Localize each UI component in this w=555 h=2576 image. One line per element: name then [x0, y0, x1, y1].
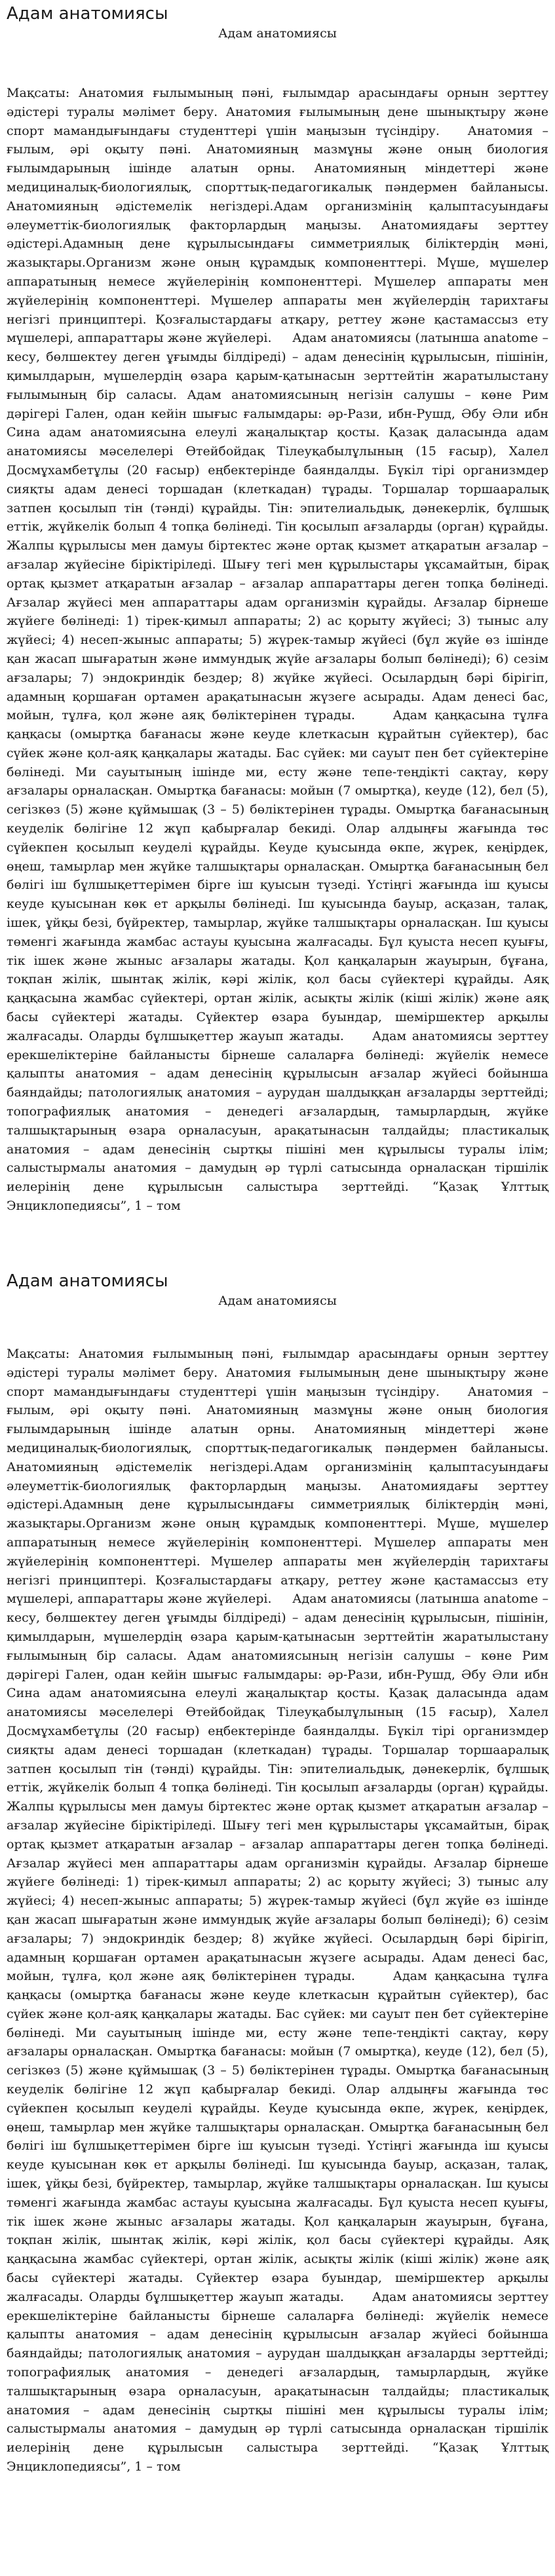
article-title: Адам анатомиясы — [7, 4, 168, 24]
article-section-1 — [7, 0, 553, 1254]
article-body: Мақсаты: Анатомия ғылымының пәні, ғылымдар арасындағы орнын зерттеу әдістері туралы мәлімет беру. Анатомия ғылымының дене шынықтыру және спорт мамандығындағы студенттері үшін маңызын түсіндіру. Анатомия – ғылым, әрі оқыту пәні. Анатомияның мазмұны және оның биология ғылымдарының ішінде алатын орны. Анатомияның міндеттері және медициналық-биологиялық, спорттық-педагогикалық пәндермен байланысы. Анатомияның әдістемелік негіздері.Адам организмінің қалыптасуындағы әлеуметтік-биологиялық факторлардың маңызы. Анатомиядағы зерттеу әдістері.Адамның дене құрылысындағы симметриялық біліктердің мәні, жазықтары.Организм және оның құрамдық компоненттері. Мүше, мүшелер аппаратының немесе жүйелерінің компоненттері. Мүшелер аппараты мен жүйелерінің компоненттері. Мүшелер аппараты мен жүйелердің тарихтағы негізгі принциптері. Қозғалыстардағы атқару, реттеу және қастамассыз ету мүшелері, аппараттары және жүйелері. Адам анатомиясы (латынша anatome – кесу, бөлшектеу деген ұғымды білдіреді) – адам денесінің құрылысын, пішінін, қимылдарын, мүшелердің өзара қарым-қатынасын зерттейтін жаратылыстану ғылымының бір саласы. Адам анатомиясының негізін салушы – көне Рим дәрігері Гален, одан кейін шығыс ғалымдары: әр-Рази, ибн-Рушд, Әбу Әли ибн Сина адам анатомиясына елеулі жаңалықтар қосты. Қазақ даласында адам анатомиясы мәселелері Өтейбойдақ Тілеуқабылұлының (15 ғасыр), Халел Досмұхамбетұлы (20 ғасыр) еңбектерінде баяндалды. Бүкіл тірі организмдер сияқты адам денесі торшадан (клеткадан) тұрады. Торшалар торшааралық затпен қосылып тін (тәнді) құрайды. Тін: эпителиальдық, дәнекерлік, бұлшық еттік, жүйкелік болып 4 топқа бөлінеді. Тін қосылып ағзаларды (орган) құрайды. Жалпы құрылысы мен дамуы біртектес және ортақ қызмет атқаратын ағзалар – ағзалар жүйесіне біріктіріледі. Шығу тегі мен құрылыстары ұқсамайтын, бірақ ортақ қызмет атқаратын ағзалар – ағзалар аппараттары деген топқа бөлінеді. Ағзалар жүйесі мен аппараттары адам организмін құрайды. Ағзалар бірнеше жүйеге бөлінеді: 1) тірек-қимыл аппараты; 2) ас қорыту жүйесі; 3) тыныс алу жүйесі; 4) несеп-жыныс аппараты; 5) жүрек-тамыр жүйесі (бұл жүйе өз ішінде қан жасап шығаратын және иммундық жүйе ағзалары болып бөлінеді); 6) сезім ағзалары; 7) эндокриндік бездер; 8) жүйке жүйесі. Осылардың бәрі бірігіп, адамның қоршаған ортамен арақатынасын жүзеге асырады. Адам денесі бас, мойын, тұлға, қол және аяқ бөліктерінен тұрады. Адам қаңқасына тұлға қаңқасы (омыртқа бағанасы және кеуде клеткасын құрайтын сүйектер), бас сүйек және қол-аяқ қаңқалары жатады. Бас сүйек: ми сауыт пен бет сүйектеріне бөлінеді. Ми сауытының ішінде ми, есту және тепе-теңдікті сақтау, көру ағзалары орналасқан. Омыртқа бағанасы: мойын (7 омыртқа), кеуде (12), бел (5), сегізкөз (5) және құймышақ (3 – 5) бөліктерінен тұрады. Омыртқа бағанасының кеуделік бөлігіне 12 жұп қабырғалар бекиді. Олар алдыңғы жағында төс сүйекпен қосылып кеуделі құрайды. Кеуде қуысында өкпе, жүрек, кеңірдек, өңеш, тамырлар мен жүйке талшықтары орналасқан. Омыртқа бағанасының бел бөлігі іш бұлшықеттерімен бірге іш қуысын түзеді. Үстіңгі жағында іш қуысы кеуде қуысынан көк ет арқылы бөлінеді. Іш қуысында бауыр, асқазан, талақ, ішек, ұйқы безі, бүйректер, тамырлар, жүйке талшықтары орналасқан. Іш қуысы төменгі жағында жамбас астауы қуысына жалғасады. Бұл қуыста несеп қуығы, тік ішек және жыныс ағзалары жатады. Қол қаңқаларын жауырын, бұғана, тоқпан жілік, шынтақ жілік, кәрі жілік, қол басы сүйектері құрайды. Аяқ қаңқасына жамбас сүйектері, ортан жілік, асықты жілік (кіші жілік) және аяқ басы сүйектері жатады. Сүйектер өзара буындар, шеміршектер арқылы жалғасады. Оларды бұлшықеттер жауып жатады. Адам анатомиясы зерттеу ерекшеліктеріне байланысты бірнеше салаларға бөлінеді: жүйелік немесе қалыпты анатомия – адам денесінің құрылысын ағзалар жүйесі бойынша баяндайды; патологиялық анатомия – аурудан шалдыққан ағзаларды зерттейді; топографиялық анатомия – денедегі ағзалардың, тамырлардың, жүйке талшықтарының өзара орналасуын, арақатынасын талдайды; пластикалық анатомия – адам денесінің сыртқы пішіні мен құрылысы туралы ілім; салыстырмалы анатомия – дамудың әр түрлі сатысында орналасқан тіршілік иелерінің дене құрылысын салыстыра зерттейді. “Қазақ Ұлттық Энциклопедиясы”, 1 – том — [7, 86, 553, 1214]
article-title: Адам анатомиясы — [7, 1271, 168, 1291]
article-subtitle: Адам анатомиясы — [218, 26, 337, 41]
article-subtitle: Адам анатомиясы — [218, 1294, 337, 1308]
article-section-2 — [7, 1254, 553, 2576]
article-body: Мақсаты: Анатомия ғылымының пәні, ғылымдар арасындағы орнын зерттеу әдістері туралы мәлімет беру. Анатомия ғылымының дене шынықтыру және спорт мамандығындағы студенттері үшін маңызын түсіндіру. Анатомия – ғылым, әрі оқыту пәні. Анатомияның мазмұны және оның биология ғылымдарының ішінде алатын орны. Анатомияның міндеттері және медициналық-биологиялық, спорттық-педагогикалық пәндермен байланысы. Анатомияның әдістемелік негіздері.Адам организмінің қалыптасуындағы әлеуметтік-биологиялық факторлардың маңызы. Анатомиядағы зерттеу әдістері.Адамның дене құрылысындағы симметриялық біліктердің мәні, жазықтары.Организм және оның құрамдық компоненттері. Мүше, мүшелер аппаратының немесе жүйелерінің компоненттері. Мүшелер аппараты мен жүйелерінің компоненттері. Мүшелер аппараты мен жүйелердің тарихтағы негізгі принциптері. Қозғалыстардағы атқару, реттеу және қастамассыз ету мүшелері, аппараттары және жүйелері. Адам анатомиясы (латынша anatome – кесу, бөлшектеу деген ұғымды білдіреді) – адам денесінің құрылысын, пішінін, қимылдарын, мүшелердің өзара қарым-қатынасын зерттейтін жаратылыстану ғылымының бір саласы. Адам анатомиясының негізін салушы – көне Рим дәрігері Гален, одан кейін шығыс ғалымдары: әр-Рази, ибн-Рушд, Әбу Әли ибн Сина адам анатомиясына елеулі жаңалықтар қосты. Қазақ даласында адам анатомиясы мәселелері Өтейбойдақ Тілеуқабылұлының (15 ғасыр), Халел Досмұхамбетұлы (20 ғасыр) еңбектерінде баяндалды. Бүкіл тірі организмдер сияқты адам денесі торшадан (клеткадан) тұрады. Торшалар торшааралық затпен қосылып тін (тәнді) құрайды. Тін: эпителиальдық, дәнекерлік, бұлшық еттік, жүйкелік болып 4 топқа бөлінеді. Тін қосылып ағзаларды (орган) құрайды. Жалпы құрылысы мен дамуы біртектес және ортақ қызмет атқаратын ағзалар – ағзалар жүйесіне біріктіріледі. Шығу тегі мен құрылыстары ұқсамайтын, бірақ ортақ қызмет атқаратын ағзалар – ағзалар аппараттары деген топқа бөлінеді. Ағзалар жүйесі мен аппараттары адам организмін құрайды. Ағзалар бірнеше жүйеге бөлінеді: 1) тірек-қимыл аппараты; 2) ас қорыту жүйесі; 3) тыныс алу жүйесі; 4) несеп-жыныс аппараты; 5) жүрек-тамыр жүйесі (бұл жүйе өз ішінде қан жасап шығаратын және иммундық жүйе ағзалары болып бөлінеді); 6) сезім ағзалары; 7) эндокриндік бездер; 8) жүйке жүйесі. Осылардың бәрі бірігіп, адамның қоршаған ортамен арақатынасын жүзеге асырады. Адам денесі бас, мойын, тұлға, қол және аяқ бөліктерінен тұрады. Адам қаңқасына тұлға қаңқасы (омыртқа бағанасы және кеуде клеткасын құрайтын сүйектер), бас сүйек және қол-аяқ қаңқалары жатады. Бас сүйек: ми сауыт пен бет сүйектеріне бөлінеді. Ми сауытының ішінде ми, есту және тепе-теңдікті сақтау, көру ағзалары орналасқан. Омыртқа бағанасы: мойын (7 омыртқа), кеуде (12), бел (5), сегізкөз (5) және құймышақ (3 – 5) бөліктерінен тұрады. Омыртқа бағанасының кеуделік бөлігіне 12 жұп қабырғалар бекиді. Олар алдыңғы жағында төс сүйекпен қосылып кеуделі құрайды. Кеуде қуысында өкпе, жүрек, кеңірдек, өңеш, тамырлар мен жүйке талшықтары орналасқан. Омыртқа бағанасының бел бөлігі іш бұлшықеттерімен бірге іш қуысын түзеді. Үстіңгі жағында іш қуысы кеуде қуысынан көк ет арқылы бөлінеді. Іш қуысында бауыр, асқазан, талақ, ішек, ұйқы безі, бүйректер, тамырлар, жүйке талшықтары орналасқан. Іш қуысы төменгі жағында жамбас астауы қуысына жалғасады. Бұл қуыста несеп қуығы, тік ішек және жыныс ағзалары жатады. Қол қаңқаларын жауырын, бұғана, тоқпан жілік, шынтақ жілік, кәрі жілік, қол басы сүйектері құрайды. Аяқ қаңқасына жамбас сүйектері, ортан жілік, асықты жілік (кіші жілік) және аяқ басы сүйектері жатады. Сүйектер өзара буындар, шеміршектер арқылы жалғасады. Оларды бұлшықеттер жауып жатады. Адам анатомиясы зерттеу ерекшеліктеріне байланысты бірнеше салаларға бөлінеді: жүйелік немесе қалыпты анатомия – адам денесінің құрылысын ағзалар жүйесі бойынша баяндайды; патологиялық анатомия – аурудан шалдыққан ағзаларды зерттейді; топографиялық анатомия – денедегі ағзалардың, тамырлардың, жүйке талшықтарының өзара орналасуын, арақатынасын талдайды; пластикалық анатомия – адам денесінің сыртқы пішіні мен құрылысы туралы ілім; салыстырмалы анатомия – дамудың әр түрлі сатысында орналасқан тіршілік иелерінің дене құрылысын салыстыра зерттейді. “Қазақ Ұлттық Энциклопедиясы”, 1 – том — [7, 1347, 553, 2474]
